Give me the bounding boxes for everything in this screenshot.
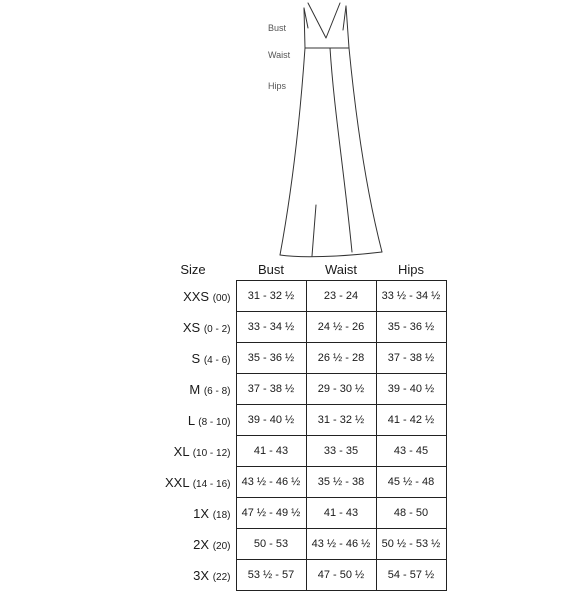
size-cell [150, 374, 236, 405]
size-cell [150, 529, 236, 560]
table-row [150, 374, 446, 405]
size-cell [150, 467, 236, 498]
hips-cell: 54 - 57 ½ [376, 560, 446, 591]
bust-cell: 33 - 34 ½ [236, 312, 306, 343]
right-strap [343, 6, 346, 30]
skirt-left-edge [280, 48, 305, 255]
size-name: S [191, 350, 201, 366]
size-name: XXS [183, 288, 210, 304]
size-range: (6 - 8) [203, 385, 231, 397]
hips-cell: 35 - 36 ½ [376, 312, 446, 343]
size-cell [150, 436, 236, 467]
size-name: XL [173, 443, 190, 459]
size-cell [150, 405, 236, 436]
waist-cell: 23 - 24 [306, 281, 376, 312]
header-size: Size [180, 261, 206, 277]
table-row [150, 281, 446, 312]
table-row [150, 312, 446, 343]
size-cell [150, 281, 236, 312]
header-waist: Waist [324, 261, 358, 277]
waist-cell: 24 ½ - 26 [306, 312, 376, 343]
bodice-right [346, 6, 349, 48]
table-row [150, 405, 446, 436]
size-name: 1X [193, 505, 210, 521]
size-range: (20) [212, 540, 231, 552]
size-cell [150, 498, 236, 529]
table-row [150, 467, 446, 498]
waist-cell: 35 ½ - 38 [306, 467, 376, 498]
hips-label: Hips [268, 81, 287, 91]
hips-cell: 43 - 45 [376, 436, 446, 467]
size-range: (18) [212, 509, 231, 521]
skirt-hem [280, 252, 382, 257]
size-name: L [187, 412, 195, 428]
size-rows [150, 281, 446, 591]
size-range: (14 - 16) [192, 478, 231, 490]
hips-cell: 33 ½ - 34 ½ [376, 281, 446, 312]
dress-illustration [0, 0, 580, 262]
bust-cell: 53 ½ - 57 [236, 560, 306, 591]
hips-cell: 48 - 50 [376, 498, 446, 529]
size-chart-table [150, 258, 447, 591]
skirt-slit [312, 205, 316, 256]
header-hips: Hips [397, 261, 424, 277]
bust-cell: 47 ½ - 49 ½ [236, 498, 306, 529]
bust-cell: 50 - 53 [236, 529, 306, 560]
skirt-panel-seam [330, 48, 352, 252]
size-name: 3X [193, 567, 210, 583]
table-row [150, 498, 446, 529]
waist-cell: 31 - 32 ½ [306, 405, 376, 436]
size-range: (22) [212, 571, 231, 583]
table-row [150, 560, 446, 591]
waist-cell: 26 ½ - 28 [306, 343, 376, 374]
bust-cell: 43 ½ - 46 ½ [236, 467, 306, 498]
header-bust: Bust [257, 261, 284, 277]
size-range: (8 - 10) [198, 416, 231, 428]
waist-label: Waist [268, 50, 291, 60]
table-row [150, 529, 446, 560]
table-row [150, 436, 446, 467]
size-range: (0 - 2) [203, 323, 231, 335]
table-header-row [150, 258, 446, 281]
size-range: (4 - 6) [203, 354, 231, 366]
table-row [150, 343, 446, 374]
bust-cell: 41 - 43 [236, 436, 306, 467]
skirt-right-edge [349, 48, 382, 252]
neckline [308, 3, 340, 38]
waist-cell: 47 - 50 ½ [306, 560, 376, 591]
waist-cell: 43 ½ - 46 ½ [306, 529, 376, 560]
size-name: M [189, 381, 201, 397]
size-cell [150, 560, 236, 591]
size-name: 2X [193, 536, 210, 552]
bust-cell: 39 - 40 ½ [236, 405, 306, 436]
bust-cell: 35 - 36 ½ [236, 343, 306, 374]
hips-cell: 39 - 40 ½ [376, 374, 446, 405]
bust-label: Bust [268, 23, 287, 33]
bust-cell: 37 - 38 ½ [236, 374, 306, 405]
size-range: (10 - 12) [192, 447, 231, 459]
size-name: XS [182, 319, 201, 335]
size-cell [150, 343, 236, 374]
waist-cell: 41 - 43 [306, 498, 376, 529]
waist-cell: 33 - 35 [306, 436, 376, 467]
size-name: XXL [164, 474, 190, 490]
size-range: (00) [212, 292, 231, 304]
hips-cell: 50 ½ - 53 ½ [376, 529, 446, 560]
hips-cell: 37 - 38 ½ [376, 343, 446, 374]
hips-cell: 45 ½ - 48 [376, 467, 446, 498]
size-cell [150, 312, 236, 343]
waist-cell: 29 - 30 ½ [306, 374, 376, 405]
bust-cell: 31 - 32 ½ [236, 281, 306, 312]
hips-cell: 41 - 42 ½ [376, 405, 446, 436]
